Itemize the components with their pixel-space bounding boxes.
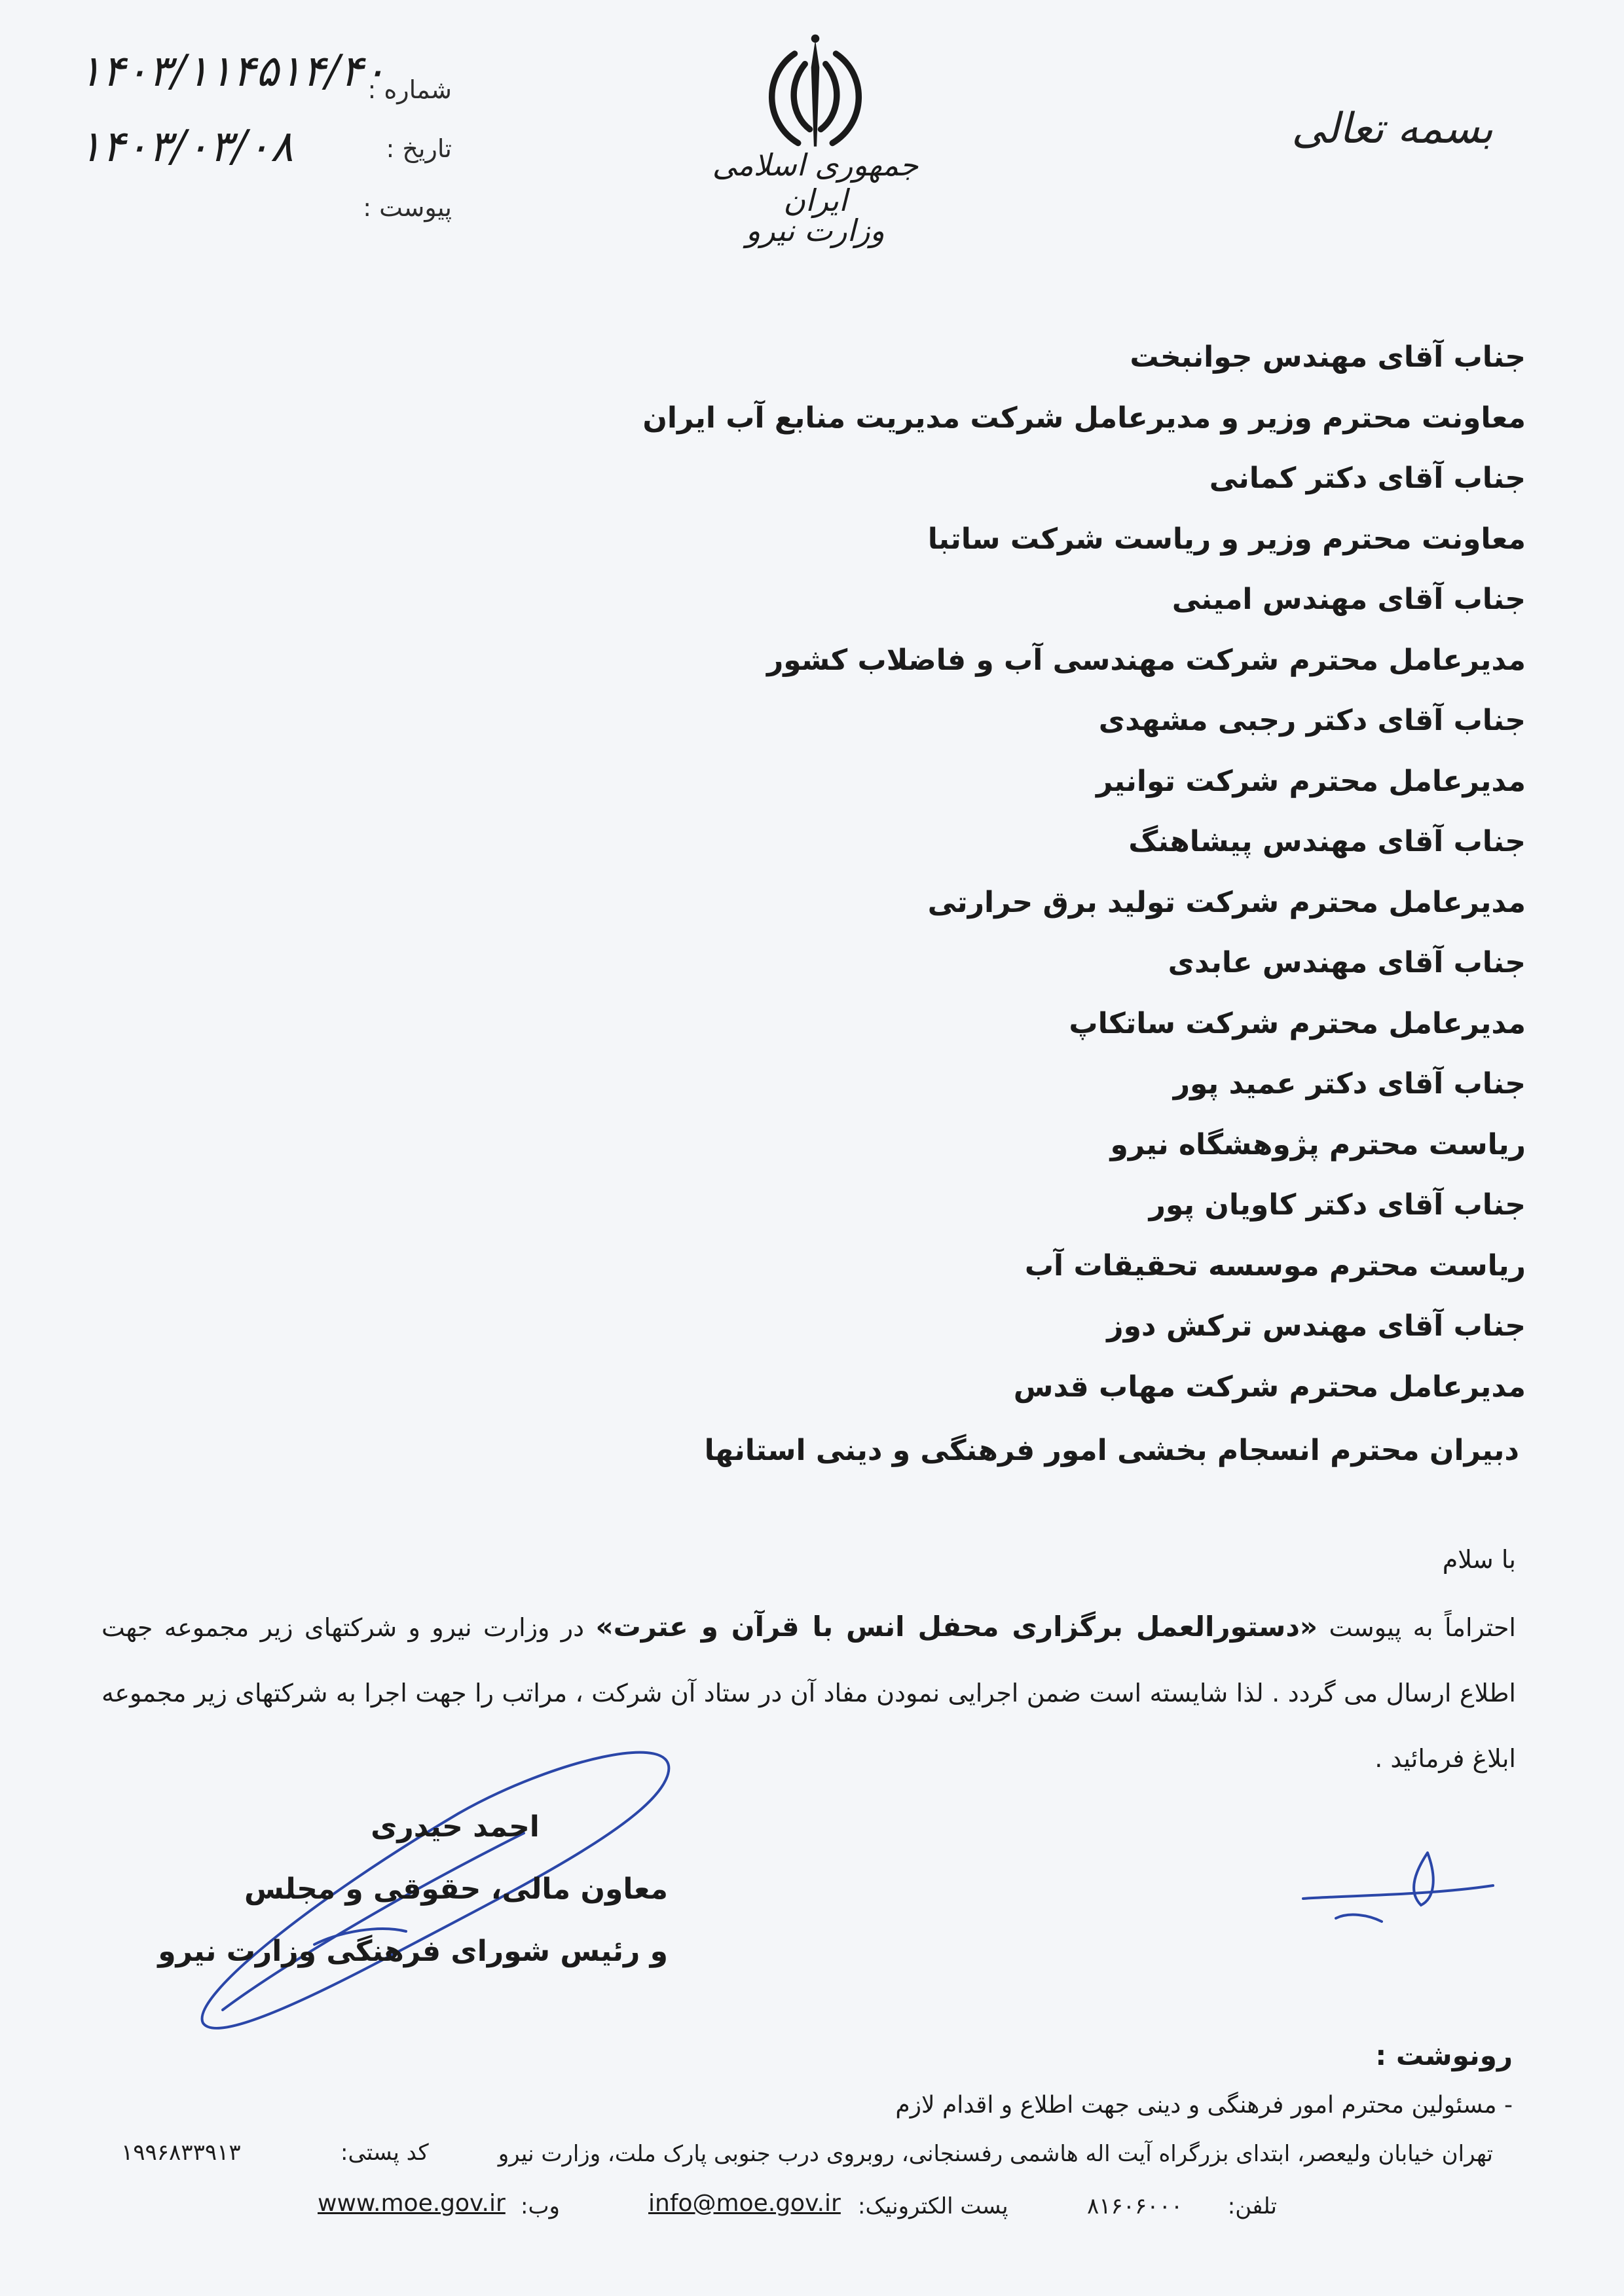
recipient-line: جناب آقای دکتر کمانی (1209, 462, 1526, 495)
initials-scribble-icon (1297, 1833, 1506, 1938)
recipient-line: مدیرعامل محترم شرکت توانیر (1096, 764, 1526, 798)
postal-code-value: ۱۹۹۶۸۳۳۹۱۳ (121, 2140, 241, 2166)
recipient-line: جناب آقای مهندس عابدی (1168, 946, 1526, 979)
postal-code-label: کد پستی: (341, 2140, 429, 2166)
recipient-line: جناب آقای مهندس ترکش دوز (1107, 1309, 1526, 1343)
recipient-line: مدیرعامل محترم شرکت مهندسی آب و فاضلاب کشور (766, 643, 1526, 677)
recipient-line: جناب آقای دکتر کاویان پور (1149, 1188, 1526, 1222)
recipient-line: معاونت محترم وزیر و ریاست شرکت ساتبا (927, 522, 1526, 556)
letter-date-value: ۱۴۰۳/۰۳/۰۸ (79, 121, 294, 172)
cc-title: رونوشت : (1375, 2039, 1513, 2071)
recipient-line: ریاست محترم پژوهشگاه نیرو (1110, 1127, 1526, 1161)
body-intro: احتراماً به پیوست (1318, 1613, 1516, 1642)
recipient-line: مدیرعامل محترم شرکت ساتکاپ (1069, 1006, 1526, 1040)
phone-label: تلفن: (1227, 2193, 1277, 2219)
recipient-line: جناب آقای مهندس پیشاهنگ (1128, 825, 1526, 858)
website-link[interactable]: www.moe.gov.ir (318, 2190, 506, 2217)
recipients-list (20, 327, 1526, 1417)
basmala-heading: بسمه تعالی (1291, 105, 1493, 153)
signer-role-secondary: و رئیس شورای فرهنگی وزارت نیرو (158, 1935, 668, 1968)
letter-number-value: ۱۴۰۳/۱۱۴۵۱۴/۴۰ (79, 46, 386, 96)
recipient-line: ریاست محترم موسسه تحقیقات آب (1024, 1248, 1526, 1283)
recipient-line: جناب آقای دکتر عمید پور (1173, 1067, 1526, 1101)
salutation: با سلام (1442, 1545, 1516, 1574)
email-label: پست الکترونیک: (858, 2193, 1008, 2219)
letter-number-label: شماره : (367, 75, 452, 104)
recipient-line: مدیرعامل محترم شرکت تولید برق حرارتی (927, 885, 1526, 919)
letter-date-label: تاریخ : (386, 134, 452, 163)
directive-title: «دستورالعمل برگزاری محفل انس با قرآن و عترت» (595, 1611, 1318, 1643)
recipient-line: مدیرعامل محترم شرکت مهاب قدس (1013, 1370, 1526, 1404)
iran-emblem-icon (747, 26, 884, 164)
footer-address: تهران خیابان ولیعصر، ابتدای بزرگراه آیت اله هاشمی رفسنجانی، روبروی درب جنوبی پارک ملت، وزارت نیرو (498, 2141, 1493, 2167)
signer-role: معاون مالی، حقوقی و مجلس (244, 1872, 668, 1906)
body-text: در وزارت نیرو و شرکتهای زیر مجموعه جهت اطلاع ارسال می گردد . لذا شایسته است ضمن اجرایی نمودن مفاد آن در ستاد آن شرکت ، مراتب را جهت اجرا به شرکتهای زیر مجموعه ابلاغ فرمائید . (101, 1613, 1516, 1773)
recipient-line: جناب آقای مهندس امینی (1172, 583, 1526, 616)
republic-name: جمهوری اسلامی ایران (712, 147, 919, 218)
cc-recipient: - مسئولین محترم امور فرهنگی و دینی جهت اطلاع و اقدام لازم (895, 2092, 1513, 2119)
ministry-name: وزارت نیرو (746, 213, 885, 248)
website-label: وب: (521, 2193, 560, 2219)
recipients-group-line: دبیران محترم انسجام بخشی امور فرهنگی و دینی استانها (704, 1434, 1519, 1467)
email-link[interactable]: info@moe.gov.ir (648, 2190, 841, 2217)
recipient-line: جناب آقای مهندس جوانبخت (1130, 340, 1526, 374)
recipient-line: جناب آقای دکتر رجبی مشهدی (1098, 704, 1526, 737)
recipient-line: معاونت محترم وزیر و مدیرعامل شرکت مدیریت منابع آب ایران (642, 401, 1526, 435)
phone-value: ۸۱۶۰۶۰۰۰ (1087, 2193, 1183, 2219)
signer-name: احمد حیدری (371, 1810, 540, 1844)
attachment-label: پیوست : (363, 193, 452, 222)
